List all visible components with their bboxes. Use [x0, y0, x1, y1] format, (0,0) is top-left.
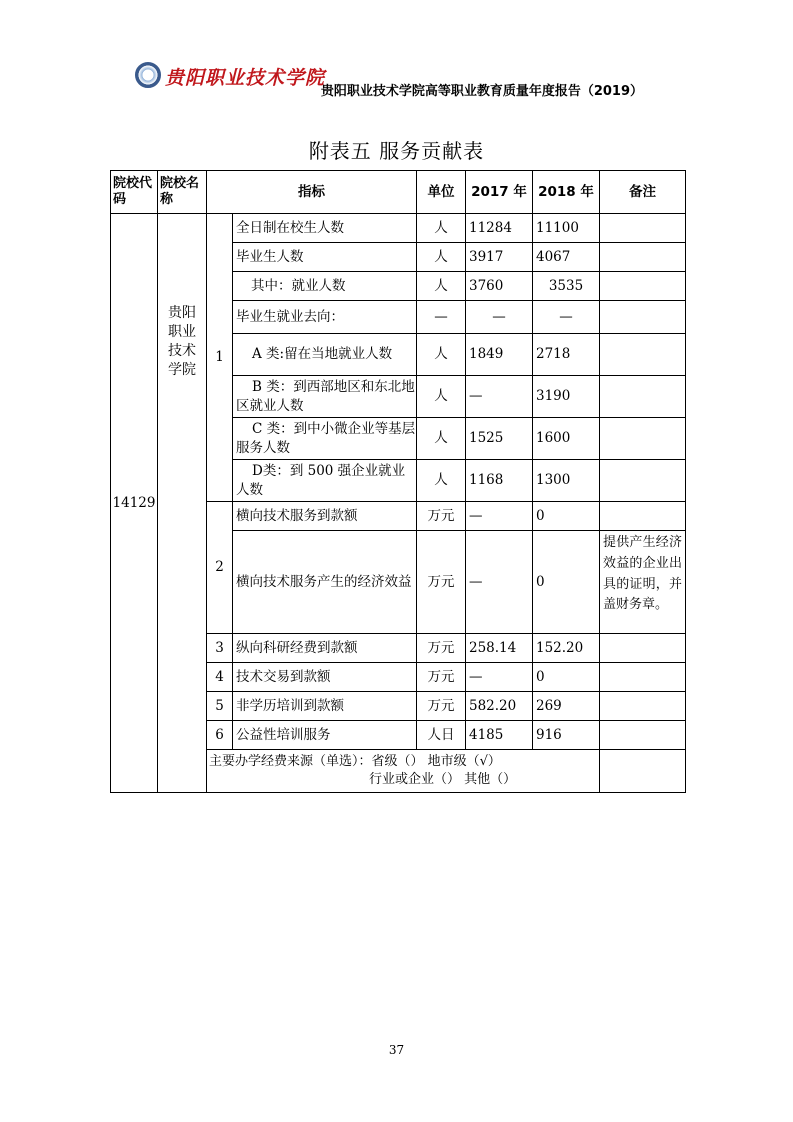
value-2018: 1300 — [533, 460, 600, 502]
remark-cell — [600, 243, 686, 272]
unit-cell: 人 — [417, 272, 466, 301]
indicator-label: 横向技术服务到款额 — [233, 502, 417, 531]
value-2018: 3190 — [533, 376, 600, 418]
funding-line-2: 行业或企业（） 其他（） — [369, 772, 517, 787]
value-2018: 0 — [533, 502, 600, 531]
indicator-label: 纵向科研经费到款额 — [233, 634, 417, 663]
unit-cell: 万元 — [417, 502, 466, 531]
value-2017: 11284 — [466, 214, 533, 243]
unit-cell: 人 — [417, 460, 466, 502]
group-number: 6 — [207, 721, 233, 750]
indicator-label: 全日制在校生人数 — [233, 214, 417, 243]
page-header — [0, 0, 793, 120]
indicator-label: 毕业生人数 — [233, 243, 417, 272]
value-2017: — — [466, 663, 533, 692]
value-2017: — — [466, 502, 533, 531]
service-contribution-table — [110, 170, 686, 793]
value-2017: 1849 — [466, 334, 533, 376]
group-number: 5 — [207, 692, 233, 721]
page-number: 37 — [388, 1043, 405, 1057]
report-title: 贵阳职业技术学院高等职业教育质量年度报告（2019） — [320, 84, 643, 99]
unit-cell: 人 — [417, 376, 466, 418]
col-indicator: 指标 — [207, 171, 417, 214]
indicator-label: B 类：到西部地区和东北地区就业人数 — [233, 376, 417, 418]
group-number: 2 — [207, 502, 233, 634]
group-number: 4 — [207, 663, 233, 692]
remark-cell — [600, 460, 686, 502]
col-code: 院校代码 — [111, 171, 158, 214]
remark-cell — [600, 272, 686, 301]
remark-cell — [600, 334, 686, 376]
indicator-label: 其中：就业人数 — [233, 272, 417, 301]
value-2017: — — [466, 376, 533, 418]
value-2017: 582.20 — [466, 692, 533, 721]
school-name — [158, 214, 207, 793]
funding-source — [207, 750, 600, 793]
value-2018: 4067 — [533, 243, 600, 272]
value-2017: 258.14 — [466, 634, 533, 663]
value-2018: 2718 — [533, 334, 600, 376]
value-2017: 4185 — [466, 721, 533, 750]
table-title: 附表五 服务贡献表 — [308, 139, 485, 163]
remark-cell — [600, 301, 686, 334]
value-2018: 3535 — [533, 272, 600, 301]
unit-cell: 人 — [417, 243, 466, 272]
indicator-label: 技术交易到款额 — [233, 663, 417, 692]
col-remark: 备注 — [600, 171, 686, 214]
col-unit: 单位 — [417, 171, 466, 214]
col-name: 院校名称 — [158, 171, 207, 214]
value-2018: 0 — [533, 663, 600, 692]
header-row — [111, 171, 686, 214]
value-2018: 11100 — [533, 214, 600, 243]
group-number: 1 — [207, 214, 233, 502]
unit-cell: 万元 — [417, 531, 466, 634]
value-2018: 916 — [533, 721, 600, 750]
value-2018: 269 — [533, 692, 600, 721]
group-number: 3 — [207, 634, 233, 663]
unit-cell: 万元 — [417, 634, 466, 663]
unit-cell: 人 — [417, 418, 466, 460]
remark-cell — [600, 692, 686, 721]
logo-text: 贵阳职业技术学院 — [165, 67, 326, 89]
school-name-text: 贵阳职业技术学院 — [168, 305, 196, 378]
col-2018: 2018 年 — [533, 171, 600, 214]
indicator-label: D类：到 500 强企业就业人数 — [233, 460, 417, 502]
value-2018: 1600 — [533, 418, 600, 460]
table-row — [111, 214, 686, 243]
remark-cell — [600, 418, 686, 460]
value-2017: — — [466, 531, 533, 634]
unit-cell: 万元 — [417, 663, 466, 692]
col-2017: 2017 年 — [466, 171, 533, 214]
unit-cell: 人日 — [417, 721, 466, 750]
indicator-label: 公益性培训服务 — [233, 721, 417, 750]
remark-cell — [600, 750, 686, 793]
funding-line-1: 主要办学经费来源（单选）：省级（） 地市级（√） — [209, 754, 501, 770]
value-2017: 1168 — [466, 460, 533, 502]
value-2017: 1525 — [466, 418, 533, 460]
unit-cell: 人 — [417, 334, 466, 376]
indicator-label: 横向技术服务产生的经济效益 — [233, 531, 417, 634]
unit-cell: 万元 — [417, 692, 466, 721]
indicator-label: C 类：到中小微企业等基层服务人数 — [233, 418, 417, 460]
indicator-label: 非学历培训到款额 — [233, 692, 417, 721]
unit-cell: 人 — [417, 214, 466, 243]
remark-note: 提供产生经济效益的企业出具的证明，并盖财务章。 — [600, 531, 686, 634]
school-code: 14129 — [111, 214, 158, 793]
value-2017: 3917 — [466, 243, 533, 272]
school-seal-icon — [135, 62, 161, 88]
remark-cell — [600, 663, 686, 692]
remark-cell — [600, 376, 686, 418]
remark-cell — [600, 721, 686, 750]
indicator-label: 毕业生就业去向： — [233, 301, 417, 334]
remark-cell — [600, 634, 686, 663]
remark-cell — [600, 502, 686, 531]
value-2018: 0 — [533, 531, 600, 634]
value-2017: — — [466, 301, 533, 334]
unit-cell: — — [417, 301, 466, 334]
value-2017: 3760 — [466, 272, 533, 301]
remark-cell — [600, 214, 686, 243]
value-2018: 152.20 — [533, 634, 600, 663]
school-logo — [135, 60, 325, 90]
indicator-label: A 类:留在当地就业人数 — [233, 334, 417, 376]
value-2018: — — [533, 301, 600, 334]
